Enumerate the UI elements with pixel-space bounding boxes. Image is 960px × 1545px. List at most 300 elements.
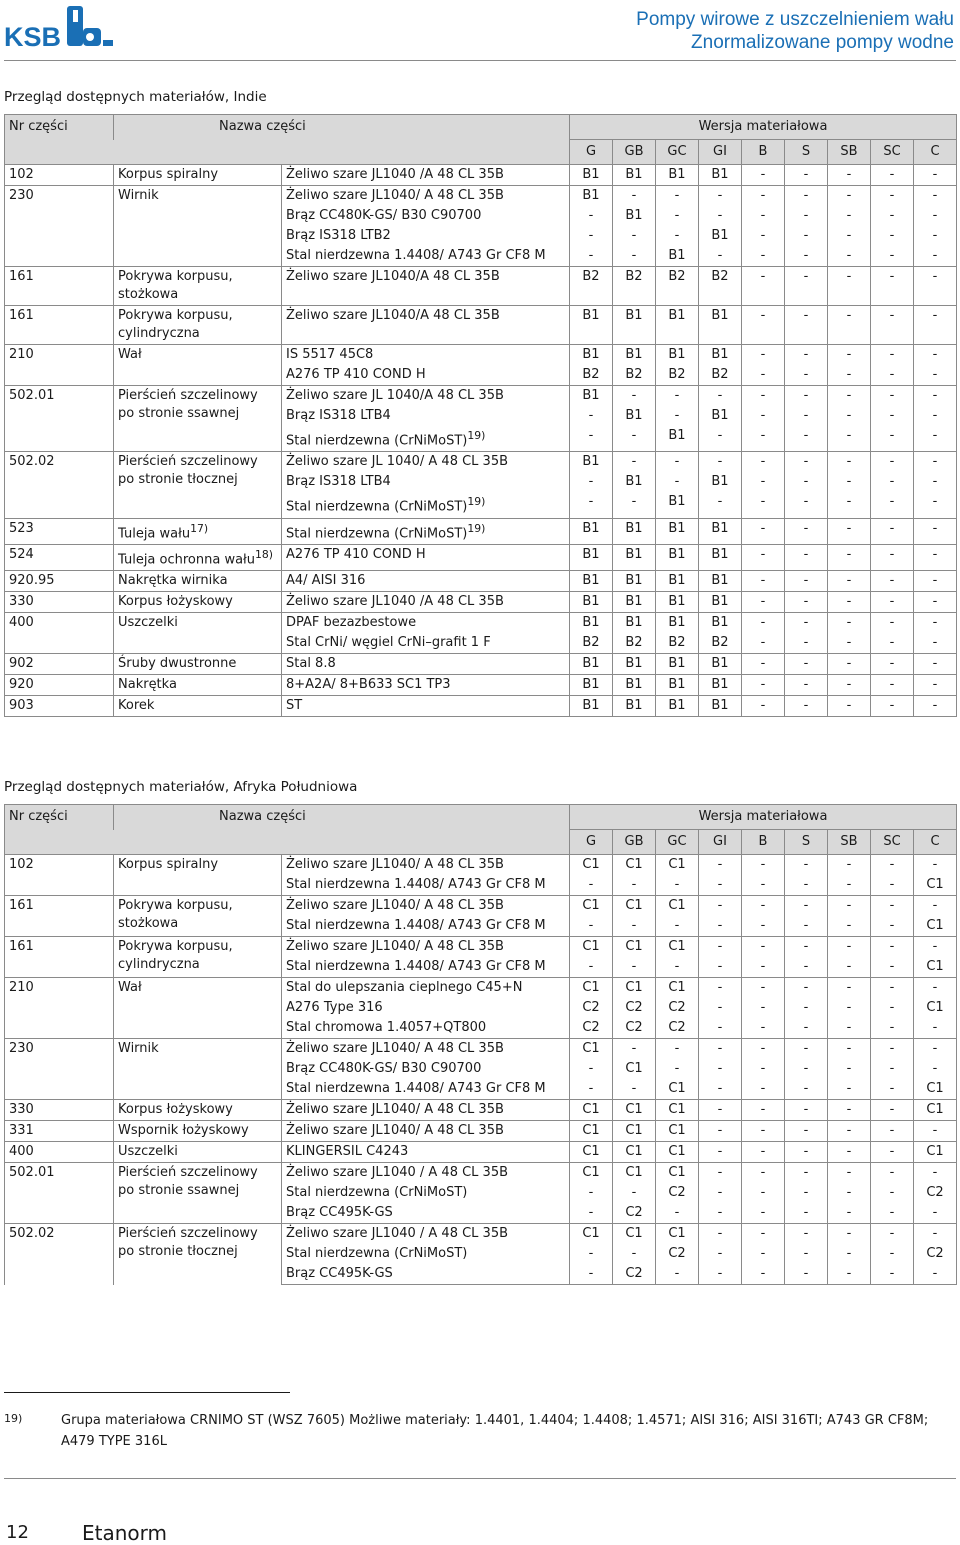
footnote-divider [4, 1392, 290, 1393]
version-value: B1 [613, 544, 656, 570]
material-cell [282, 1203, 570, 1224]
version-value: - [699, 1163, 742, 1184]
version-value: - [828, 406, 871, 426]
material-name: Żeliwo szare JL1040 / A 48 CL 35B [286, 1165, 509, 1180]
part-name-cell [114, 306, 282, 345]
material-cell [282, 492, 570, 518]
version-value: - [871, 875, 914, 896]
version-value: - [828, 1039, 871, 1060]
part-name-cell [114, 544, 282, 570]
version-value: - [914, 675, 957, 696]
version-value: - [742, 406, 785, 426]
version-value: - [785, 165, 828, 186]
version-value: - [828, 1079, 871, 1100]
version-value: - [828, 571, 871, 592]
part-number: 502.02 [5, 452, 114, 518]
version-value: - [785, 1018, 828, 1039]
part-number: 400 [5, 613, 114, 654]
version-col-header: S [785, 140, 828, 165]
part-name: Tuleja ochronna wału [118, 552, 255, 568]
version-value: - [742, 472, 785, 492]
version-value: - [570, 492, 613, 518]
table-row [5, 267, 957, 306]
version-value: - [742, 345, 785, 366]
version-value: C1 [570, 937, 613, 958]
version-value: B1 [570, 613, 613, 634]
version-value: - [742, 1264, 785, 1285]
version-value: B1 [656, 246, 699, 267]
version-value: B1 [613, 613, 656, 634]
document-header [636, 8, 954, 54]
part-number: 102 [5, 165, 114, 186]
part-name-cell [114, 896, 282, 937]
version-value: - [570, 1183, 613, 1203]
version-value: - [914, 165, 957, 186]
version-value: B1 [656, 654, 699, 675]
version-value: B1 [699, 544, 742, 570]
version-value: - [914, 386, 957, 407]
table-row [5, 978, 957, 999]
material-name: ST [286, 698, 303, 714]
material-cell [282, 1142, 570, 1163]
version-value: - [914, 472, 957, 492]
version-value: B2 [656, 633, 699, 654]
version-value: - [914, 426, 957, 452]
version-value: - [871, 186, 914, 207]
material-cell [282, 998, 570, 1018]
version-value: B1 [613, 165, 656, 186]
version-value: - [871, 426, 914, 452]
version-value: - [742, 998, 785, 1018]
material-cell [282, 246, 570, 267]
table-row [5, 696, 957, 717]
material-cell [282, 633, 570, 654]
version-value: - [656, 406, 699, 426]
version-value: - [914, 855, 957, 876]
version-value: C2 [656, 1244, 699, 1264]
version-value: - [742, 978, 785, 999]
version-value: C1 [613, 896, 656, 917]
part-name-footnote-ref: 17) [190, 521, 209, 535]
version-value: B2 [699, 633, 742, 654]
version-value: B1 [613, 345, 656, 366]
part-number: 230 [5, 1039, 114, 1100]
version-value: - [914, 492, 957, 518]
version-col-header: GB [613, 830, 656, 855]
version-value: B1 [699, 165, 742, 186]
table-row [5, 165, 957, 186]
part-number: 920 [5, 675, 114, 696]
material-name: Stal chromowa 1.4057+QT800 [286, 1020, 487, 1035]
version-value: B2 [613, 267, 656, 306]
version-value: - [871, 978, 914, 999]
version-value: - [914, 1059, 957, 1079]
version-value: - [914, 1039, 957, 1060]
version-col-header: S [785, 830, 828, 855]
version-value: - [656, 1264, 699, 1285]
version-value: - [699, 855, 742, 876]
table-row [5, 544, 957, 570]
version-value: - [785, 365, 828, 386]
version-value: - [828, 937, 871, 958]
version-value: - [570, 875, 613, 896]
version-value: - [742, 165, 785, 186]
version-value: - [871, 855, 914, 876]
version-header-row [5, 140, 957, 165]
version-value: - [785, 406, 828, 426]
part-number: 502.02 [5, 1224, 114, 1285]
version-value: - [828, 206, 871, 226]
table-row [5, 937, 957, 958]
material-cell [282, 937, 570, 958]
material-name: Żeliwo szare JL1040/ A 48 CL 35B [286, 1123, 504, 1138]
table-row [5, 1100, 957, 1121]
part-number: 524 [5, 544, 114, 570]
version-value: B2 [656, 267, 699, 306]
version-value: - [871, 998, 914, 1018]
part-name: Korpus łożyskowy [118, 1102, 233, 1117]
version-value: - [613, 246, 656, 267]
part-name: Wał [118, 980, 142, 995]
version-value: - [828, 1183, 871, 1203]
material-cell [282, 426, 570, 452]
version-value: - [785, 386, 828, 407]
part-number: 102 [5, 855, 114, 896]
part-name-cell [114, 1100, 282, 1121]
version-value: - [699, 1264, 742, 1285]
part-number: 210 [5, 345, 114, 386]
version-value: - [699, 1018, 742, 1039]
material-name: Stal nierdzewna 1.4408/ A743 Gr CF8 M [286, 918, 546, 933]
version-value: C1 [613, 1224, 656, 1245]
version-value: B1 [613, 406, 656, 426]
version-value: C1 [914, 875, 957, 896]
version-value: C1 [656, 1079, 699, 1100]
version-value: - [613, 186, 656, 207]
version-value: - [871, 1079, 914, 1100]
version-value: - [914, 226, 957, 246]
version-value: - [742, 896, 785, 917]
version-value: - [828, 267, 871, 306]
version-value: - [570, 226, 613, 246]
version-value: - [699, 1121, 742, 1142]
version-value: B1 [656, 544, 699, 570]
material-name: Żeliwo szare JL1040/ A 48 CL 35B [286, 1041, 504, 1056]
version-value: C1 [613, 855, 656, 876]
version-value: C1 [613, 1059, 656, 1079]
table-row [5, 1224, 957, 1245]
version-value: - [656, 186, 699, 207]
version-value: - [828, 916, 871, 937]
version-value: - [570, 472, 613, 492]
version-value: - [742, 544, 785, 570]
material-cell [282, 1224, 570, 1245]
version-col-header: GI [699, 140, 742, 165]
version-col-header: B [742, 140, 785, 165]
version-value: - [828, 875, 871, 896]
version-col-header: GI [699, 830, 742, 855]
material-cell [282, 1264, 570, 1285]
version-value: - [785, 492, 828, 518]
version-value: B1 [699, 613, 742, 634]
part-number: 400 [5, 1142, 114, 1163]
version-value: - [828, 1100, 871, 1121]
material-cell [282, 226, 570, 246]
material-name: Brąz CC480K-GS/ B30 C90700 [286, 1061, 482, 1076]
version-value: C1 [570, 1163, 613, 1184]
version-value: C1 [570, 1100, 613, 1121]
material-name: Brąz CC480K-GS/ B30 C90700 [286, 208, 482, 223]
material-name: Stal nierdzewna 1.4408/ A743 Gr CF8 M [286, 248, 546, 263]
footer-divider [4, 1478, 956, 1479]
table-row [5, 186, 957, 207]
part-name: Wał [118, 347, 142, 362]
material-name: Żeliwo szare JL1040 /A 48 CL 35B [286, 167, 504, 182]
version-value: - [742, 613, 785, 634]
version-value: - [656, 875, 699, 896]
version-value: - [656, 472, 699, 492]
part-number: 210 [5, 978, 114, 1039]
version-value: B1 [699, 306, 742, 345]
part-number: 330 [5, 1100, 114, 1121]
page-number: 12 [6, 1522, 29, 1543]
part-name: Wirnik [118, 188, 159, 203]
material-name: KLINGERSIL C4243 [286, 1144, 409, 1159]
version-value: - [914, 613, 957, 634]
part-number: 331 [5, 1121, 114, 1142]
part-name-cell [114, 1163, 282, 1224]
version-value: C1 [613, 1100, 656, 1121]
version-value: - [785, 613, 828, 634]
version-value: C1 [914, 957, 957, 978]
part-name: Korpus spiralny [118, 167, 219, 182]
material-footnote-ref: 19) [467, 495, 486, 509]
table-row [5, 306, 957, 345]
part-name: Pierścień szczelinowy po stronie tłocznej [118, 454, 258, 488]
version-value: - [785, 226, 828, 246]
version-value: - [914, 1018, 957, 1039]
version-value: - [742, 452, 785, 473]
version-value: B1 [613, 696, 656, 717]
version-value: - [742, 1059, 785, 1079]
version-value: B1 [699, 406, 742, 426]
material-cell [282, 406, 570, 426]
material-name: Brąz CC495K-GS [286, 1266, 393, 1281]
footnote-number: 19) [4, 1412, 23, 1425]
part-name: Pokrywa korpusu, stożkowa [118, 269, 233, 302]
version-value: - [914, 571, 957, 592]
version-value: B1 [699, 472, 742, 492]
version-value: B2 [613, 365, 656, 386]
material-cell [282, 978, 570, 999]
version-value: - [742, 696, 785, 717]
version-value: C1 [656, 1163, 699, 1184]
version-value: - [785, 345, 828, 366]
version-value: - [914, 365, 957, 386]
version-value: - [871, 406, 914, 426]
version-value: - [785, 1039, 828, 1060]
part-name-cell [114, 1142, 282, 1163]
material-name: Stal nierdzewna 1.4408/ A743 Gr CF8 M [286, 1081, 546, 1096]
version-value: - [742, 1100, 785, 1121]
version-value: B1 [613, 675, 656, 696]
version-value: - [914, 1121, 957, 1142]
version-value: B2 [570, 267, 613, 306]
header-divider [4, 60, 956, 61]
version-value: C2 [914, 1183, 957, 1203]
version-value: C2 [656, 1018, 699, 1039]
version-value: - [656, 1203, 699, 1224]
version-value: - [828, 592, 871, 613]
material-name: Brąz CC495K-GS [286, 1205, 393, 1220]
version-value: - [785, 957, 828, 978]
version-value: - [656, 1059, 699, 1079]
version-value: - [785, 426, 828, 452]
version-value: - [613, 957, 656, 978]
version-col-header: GB [613, 140, 656, 165]
version-value: - [699, 896, 742, 917]
version-value: - [742, 426, 785, 452]
version-value: - [742, 633, 785, 654]
material-name: Żeliwo szare JL1040/ A 48 CL 35B [286, 898, 504, 913]
version-value: B1 [570, 592, 613, 613]
material-cell [282, 916, 570, 937]
table-row [5, 613, 957, 634]
version-value: C1 [613, 1142, 656, 1163]
version-value: - [828, 518, 871, 544]
version-value: - [828, 472, 871, 492]
col-header-part-no: Nr części [5, 805, 114, 830]
version-value: - [613, 1039, 656, 1060]
material-name: Brąz IS318 LTB4 [286, 408, 391, 423]
version-value: - [914, 206, 957, 226]
version-value: B1 [699, 571, 742, 592]
version-value: - [914, 186, 957, 207]
version-value: - [785, 592, 828, 613]
version-value: - [785, 675, 828, 696]
version-value: - [914, 452, 957, 473]
version-value: B2 [656, 365, 699, 386]
material-name: A4/ AISI 316 [286, 573, 366, 589]
version-value: C1 [914, 1100, 957, 1121]
version-value: - [828, 1018, 871, 1039]
material-name: IS 5517 45C8 [286, 347, 374, 362]
material-cell [282, 675, 570, 696]
version-value: B1 [656, 165, 699, 186]
version-value: - [699, 957, 742, 978]
version-value: - [871, 1039, 914, 1060]
version-value: - [699, 1203, 742, 1224]
version-value: B1 [699, 592, 742, 613]
material-name: Brąz IS318 LTB2 [286, 228, 391, 243]
version-value: - [742, 206, 785, 226]
version-value: - [570, 426, 613, 452]
version-value: C2 [570, 998, 613, 1018]
version-value: - [613, 452, 656, 473]
version-value: C1 [656, 1224, 699, 1245]
version-value: - [828, 1203, 871, 1224]
version-value: - [828, 613, 871, 634]
version-value: - [871, 1163, 914, 1184]
material-name: Stal do ulepszania cieplnego C45+N [286, 980, 523, 995]
table-row [5, 855, 957, 876]
version-value: - [871, 365, 914, 386]
material-cell [282, 306, 570, 345]
header-title: Pompy wirowe z uszczelnieniem wału [636, 9, 954, 30]
version-value: - [828, 633, 871, 654]
version-value: - [699, 1224, 742, 1245]
version-value: - [785, 1079, 828, 1100]
part-name-cell [114, 165, 282, 186]
table-row [5, 345, 957, 366]
version-value: B2 [699, 365, 742, 386]
version-value: - [914, 696, 957, 717]
version-value: C2 [656, 998, 699, 1018]
version-value: - [828, 165, 871, 186]
section-title-india: Przegląd dostępnych materiałów, Indie [4, 89, 267, 105]
version-value: - [785, 1224, 828, 1245]
version-value: - [699, 1100, 742, 1121]
version-value: - [914, 1224, 957, 1245]
version-value: - [699, 875, 742, 896]
version-value: - [613, 226, 656, 246]
part-number: 161 [5, 937, 114, 978]
version-value: - [871, 1142, 914, 1163]
version-value: - [828, 1121, 871, 1142]
version-value: - [742, 267, 785, 306]
version-value: - [871, 696, 914, 717]
material-name: Stal nierdzewna (CrNiMoST) [286, 1185, 468, 1200]
version-col-header: C [914, 830, 957, 855]
version-value: C1 [914, 1142, 957, 1163]
version-value: C2 [613, 1203, 656, 1224]
material-cell [282, 571, 570, 592]
version-value: B1 [656, 518, 699, 544]
table-row [5, 675, 957, 696]
material-name: Żeliwo szare JL1040/ A 48 CL 35B [286, 857, 504, 872]
version-value: - [871, 1059, 914, 1079]
version-value: - [613, 492, 656, 518]
part-name: Korpus łożyskowy [118, 594, 233, 610]
version-value: - [570, 406, 613, 426]
version-value: B1 [570, 165, 613, 186]
version-col-header: GC [656, 140, 699, 165]
version-value: - [613, 1079, 656, 1100]
version-value: - [914, 345, 957, 366]
part-number: 502.01 [5, 386, 114, 452]
part-name: Pokrywa korpusu, cylindryczna [118, 939, 233, 972]
version-value: B2 [699, 267, 742, 306]
version-value: - [699, 206, 742, 226]
version-value: - [871, 1244, 914, 1264]
version-value: - [871, 267, 914, 306]
version-value: B1 [656, 426, 699, 452]
version-value: - [613, 386, 656, 407]
part-name-cell [114, 452, 282, 518]
material-cell [282, 472, 570, 492]
part-name-cell [114, 937, 282, 978]
version-value: C2 [570, 1018, 613, 1039]
col-header-material-version: Wersja materiałowa [570, 115, 957, 140]
material-name: Żeliwo szare JL1040/ A 48 CL 35B [286, 939, 504, 954]
version-value: - [828, 452, 871, 473]
version-value: - [914, 246, 957, 267]
version-value: - [742, 306, 785, 345]
version-value: B1 [699, 675, 742, 696]
col-header-part-name: Nazwa części [114, 115, 570, 140]
version-value: B1 [656, 571, 699, 592]
version-value: B1 [656, 592, 699, 613]
